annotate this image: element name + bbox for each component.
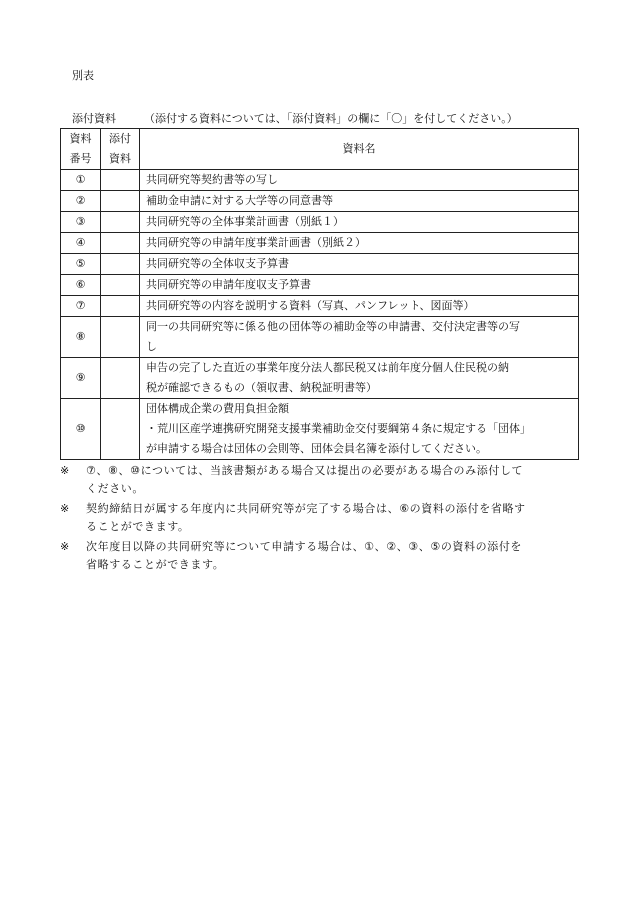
document-number-cell: ⑤ (61, 254, 101, 275)
document-name-cell (140, 296, 579, 317)
document-name-line: 共同研究等の全体収支予算書 (146, 257, 289, 270)
header-attached (101, 129, 140, 170)
table-row (61, 233, 579, 254)
document-name-cell (140, 358, 579, 399)
document-number-cell: ② (61, 191, 101, 212)
header-attach-line1: 添付 (109, 132, 131, 145)
document-name-line: 共同研究等の申請年度事業計画書（別紙２） (146, 236, 366, 249)
attached-checkbox-cell[interactable] (101, 296, 140, 317)
document-number-cell: ③ (61, 212, 101, 233)
document-name-cell (140, 191, 579, 212)
document-number-cell: ⑧ (61, 317, 101, 358)
notes-section (60, 462, 580, 576)
note-item (60, 462, 580, 498)
attached-checkbox-cell[interactable] (101, 233, 140, 254)
table-header-row (61, 129, 579, 170)
document-number-cell: ⑦ (61, 296, 101, 317)
header-document-name: 資料名 (140, 129, 579, 170)
document-number-cell: ① (61, 170, 101, 191)
note-line: ⑦、⑧、⑩については、当該書類がある場合又は提出の必要がある場合のみ添付して (86, 464, 524, 477)
header-attach-line2: 資料 (109, 152, 131, 165)
attached-checkbox-cell[interactable] (101, 212, 140, 233)
attachments-caption (72, 112, 572, 126)
document-name-line: 団体構成企業の費用負担金額 (146, 402, 289, 415)
document-name-line: 申告の完了した直近の事業年度分法人都民税又は前年度分個人住民税の納 (146, 361, 509, 374)
document-number-cell: ⑨ (61, 358, 101, 399)
table-row (61, 358, 579, 399)
document-name-line: 共同研究等の全体事業計画書（別紙１） (146, 215, 344, 228)
document-name-line: 補助金申請に対する大学等の同意書等 (146, 194, 333, 207)
note-item (60, 538, 580, 574)
note-line: 契約締結日が属する年度内に共同研究等が完了する場合は、⑥の資料の添付を省略す (86, 502, 526, 515)
attached-checkbox-cell[interactable] (101, 358, 140, 399)
document-name-cell (140, 212, 579, 233)
table-row (61, 254, 579, 275)
document-number-cell: ⑩ (61, 399, 101, 460)
table-row (61, 275, 579, 296)
document-name-line: が申請する場合は団体の会則等、団体会員名簿を添付してください。 (146, 442, 487, 455)
table-row (61, 317, 579, 358)
table-row (61, 296, 579, 317)
table-row (61, 191, 579, 212)
document-name-cell (140, 275, 579, 296)
table-row (61, 212, 579, 233)
note-mark: ※ (60, 464, 70, 477)
table-row (61, 170, 579, 191)
attached-checkbox-cell[interactable] (101, 317, 140, 358)
attached-checkbox-cell[interactable] (101, 170, 140, 191)
document-name-line: 共同研究等の内容を説明する資料（写真、パンフレット、図面等） (146, 299, 475, 312)
note-line: ください。 (86, 482, 144, 495)
document-name-cell (140, 233, 579, 254)
document-name-line: 税が確認できるもの（領収書、納税証明書等） (146, 381, 377, 394)
note-line: 省略することができます。 (86, 558, 225, 571)
note-mark: ※ (60, 502, 70, 515)
note-text (86, 462, 580, 498)
document-number-cell: ④ (61, 233, 101, 254)
document-name-cell (140, 254, 579, 275)
document-name-cell (140, 317, 579, 358)
note-mark: ※ (60, 540, 70, 553)
appendix-heading: 別表 (72, 69, 94, 82)
document-name-cell (140, 399, 579, 460)
attached-checkbox-cell[interactable] (101, 254, 140, 275)
table-row (61, 399, 579, 460)
document-name-cell (140, 170, 579, 191)
document-name-line: 共同研究等契約書等の写し (146, 173, 278, 186)
document-name-line: 共同研究等の申請年度収支予算書 (146, 278, 311, 291)
attached-checkbox-cell[interactable] (101, 191, 140, 212)
note-item (60, 500, 580, 536)
document-name-line: ・荒川区産学連携研究開発支援事業補助金交付要綱第４条に規定する「団体」 (146, 422, 531, 435)
document-number-cell: ⑥ (61, 275, 101, 296)
header-document-number (61, 129, 101, 170)
attachments-instruction: （添付する資料については、「添付資料」の欄に「〇」を付してください。） (144, 112, 518, 125)
attached-checkbox-cell[interactable] (101, 399, 140, 460)
note-line: ることができます。 (86, 520, 190, 533)
document-name-line: し (146, 340, 157, 353)
document-name-line: 同一の共同研究等に係る他の団体等の補助金等の申請書、交付決定書等の写 (146, 320, 520, 333)
header-number-line1: 資料 (69, 132, 92, 145)
note-line: 次年度目以降の共同研究等について申請する場合は、①、②、③、⑤の資料の添付を (86, 540, 523, 553)
note-text (86, 538, 580, 574)
attachments-table (60, 128, 579, 460)
attachments-label: 添付資料 (72, 112, 116, 125)
header-number-line2: 番号 (69, 152, 92, 165)
note-text (86, 500, 580, 536)
table-body (61, 170, 579, 460)
attached-checkbox-cell[interactable] (101, 275, 140, 296)
